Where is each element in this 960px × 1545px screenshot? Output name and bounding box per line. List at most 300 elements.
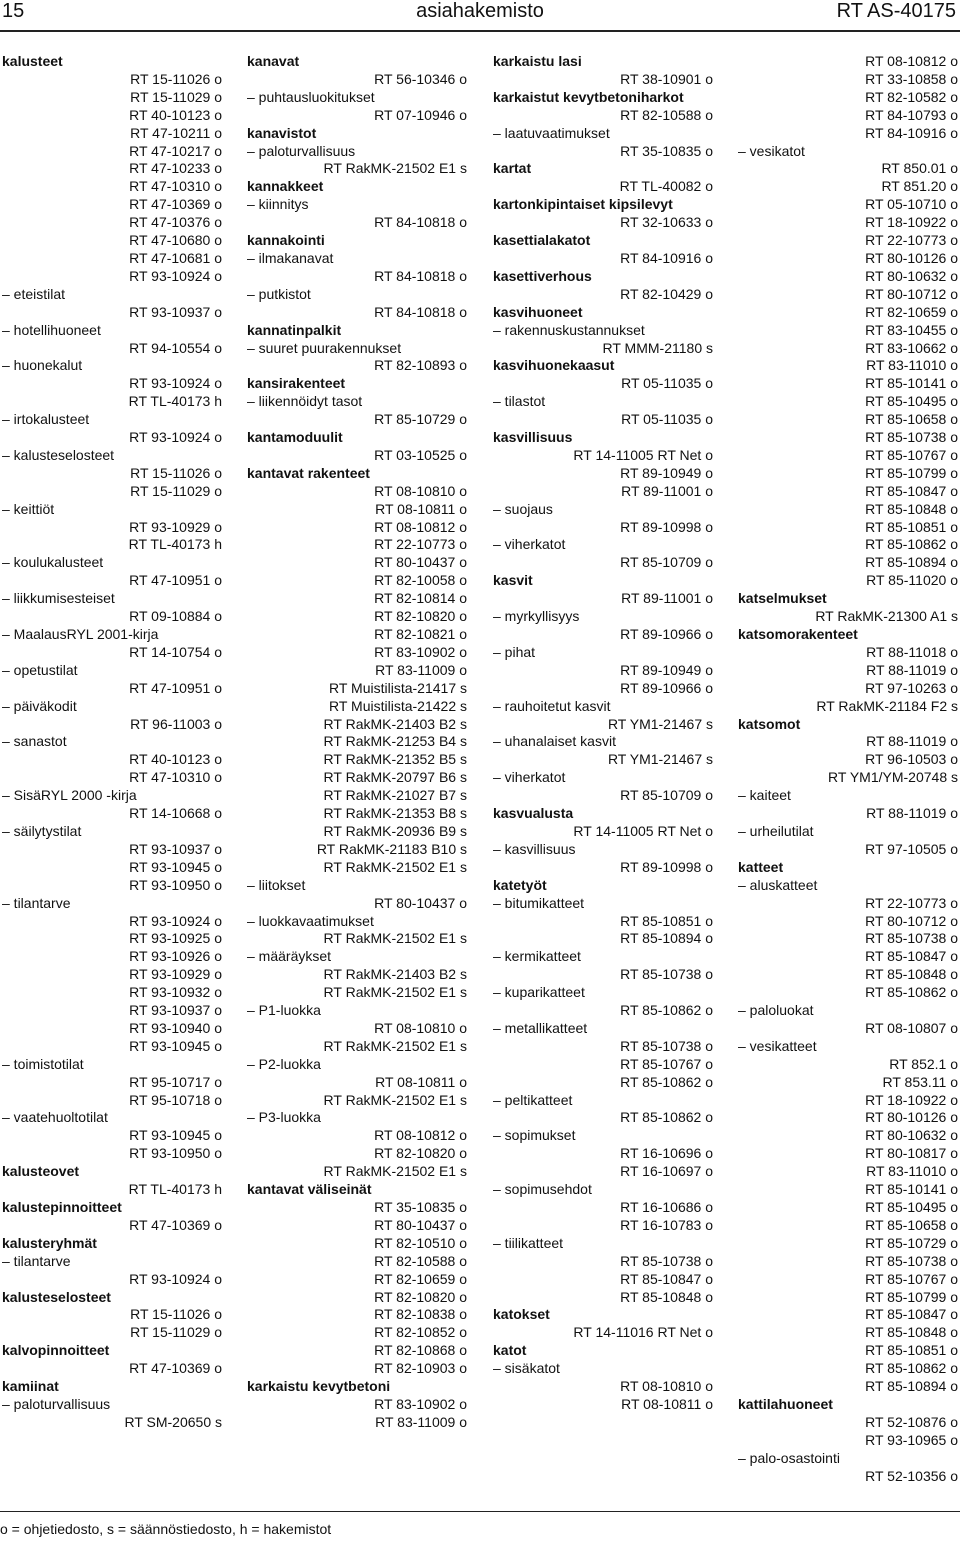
index-reference: RT 08-10810 o (374, 1019, 467, 1036)
index-reference: RT 22-10773 o (865, 232, 958, 249)
index-reference: RT RakMK-21502 E1 s (323, 1091, 467, 1108)
index-reference: RT 15-11026 o (130, 464, 222, 481)
index-reference: RT 93-10924 o (129, 429, 222, 446)
index-heading: kattilahuoneet (738, 1395, 833, 1412)
index-subentry: – luokkavaatimukset (247, 912, 374, 929)
index-subentry: – sisäkatot (493, 1360, 560, 1377)
index-reference: RT 82-10814 o (374, 590, 467, 607)
index-reference: RT 93-10924 o (129, 267, 222, 284)
index-reference: RT 95-10718 o (129, 1091, 222, 1108)
index-reference: RT 85-10658 o (865, 411, 958, 428)
index-reference: RT 16-10686 o (620, 1199, 713, 1215)
index-subentry: – tiilikatteet (493, 1234, 564, 1251)
index-reference: RT 88-11019 o (866, 733, 958, 750)
index-reference: RT 83-10455 o (865, 321, 958, 338)
index-reference: RT 85-10141 o (865, 375, 958, 392)
index-subentry: – P1-luokka (247, 1002, 321, 1019)
index-reference: RT 16-10783 o (620, 1216, 713, 1233)
index-reference: RT 14-11005 RT Net o (573, 446, 713, 463)
index-subentry: – paloturvallisuus (2, 1395, 111, 1412)
index-reference: RT 82-10821 o (374, 626, 467, 642)
index-reference: RT 47-10310 o (129, 178, 222, 195)
index-reference: RT RakMK-21403 B2 s (323, 715, 467, 732)
index-reference: RT 85-10767 o (620, 1055, 713, 1072)
index-reference: RT 85-10894 o (865, 1378, 958, 1395)
index-subentry: – peltikatteet (493, 1091, 573, 1108)
index-reference: RT 85-10729 o (865, 1234, 958, 1251)
index-reference: RT 83-10902 o (374, 643, 467, 660)
index-reference: RT 93-10945 o (129, 1037, 222, 1054)
index-reference: RT RakMK-21502 E1 s (323, 160, 467, 177)
index-subentry: – puhtausluokitukset (247, 88, 375, 105)
index-subentry: – kasvillisuus (493, 840, 576, 857)
index-reference: RT RakMK-21300 A1 s (815, 608, 958, 625)
index-reference: RT 93-10925 o (129, 930, 222, 947)
index-reference: RT 88-11019 o (866, 661, 958, 678)
index-reference: RT 14-10754 o (129, 643, 222, 660)
index-reference: RT RakMK-21253 B4 s (323, 733, 467, 750)
index-subentry: – kiinnitys (247, 196, 309, 213)
index-reference: RT 14-11005 RT Net o (573, 822, 713, 839)
index-reference: RT 82-10868 o (374, 1342, 467, 1359)
index-reference: RT RakMK-20936 B9 s (323, 822, 467, 839)
index-heading: kamiinat (2, 1378, 59, 1395)
index-reference: RT 85-10862 o (620, 1002, 713, 1019)
index-reference: RT 85-10847 o (865, 948, 958, 965)
index-reference: RT 93-10937 o (129, 303, 222, 320)
index-reference: RT 47-10211 o (130, 124, 222, 141)
index-reference: RT 85-10709 o (620, 787, 713, 804)
index-subentry: – sopimukset (493, 1127, 576, 1144)
index-heading: kartat (493, 160, 532, 177)
index-subentry: – liikennöidyt tasot (247, 393, 363, 410)
index-reference: RT 80-10712 o (865, 912, 958, 929)
index-subentry: – paloturvallisuus (247, 142, 356, 159)
index-subentry: – huonekalut (2, 357, 83, 374)
index-subentry: – määräykset (247, 948, 332, 965)
index-reference: RT 85-10495 o (865, 1199, 958, 1215)
index-subentry: – kaiteet (738, 787, 791, 804)
index-reference: RT 15-11029 o (130, 88, 222, 105)
index-reference: RT RakMK-21502 E1 s (323, 1163, 467, 1180)
index-subentry: – viherkatot (493, 536, 566, 553)
index-reference: RT 93-10950 o (129, 1145, 222, 1162)
index-reference: RT 33-10858 o (865, 70, 958, 87)
index-reference: RT 82-10659 o (865, 303, 958, 320)
index-reference: RT 85-10848 o (865, 1324, 958, 1341)
index-reference: RT 89-11001 o (621, 590, 713, 607)
index-heading: kalusteovet (2, 1163, 80, 1180)
index-heading: kalusteryhmät (2, 1234, 97, 1251)
index-reference: RT 14-11016 RT Net o (573, 1324, 713, 1341)
index-reference: RT 95-10717 o (129, 1073, 222, 1090)
index-reference: RT 80-10437 o (374, 554, 467, 571)
index-heading: kasvit (493, 572, 533, 589)
index-reference: RT 85-10862 o (620, 1109, 713, 1126)
index-heading: kartonkipintaiset kipsilevyt (493, 196, 673, 213)
index-subentry: – sanastot (2, 733, 67, 750)
index-heading: kannatinpalkit (247, 321, 342, 338)
index-reference: RT 82-10820 o (374, 608, 467, 625)
index-heading: kantavat rakenteet (247, 464, 370, 481)
index-reference: RT 15-11026 o (130, 1306, 222, 1323)
index-reference: RT 85-10894 o (620, 930, 713, 947)
index-reference: RT 89-11001 o (621, 482, 713, 499)
index-subentry: – liitokset (247, 876, 306, 893)
index-reference: RT SM-20650 s (124, 1413, 222, 1430)
index-reference: RT 47-10376 o (129, 214, 222, 231)
index-subentry: – hotellihuoneet (2, 321, 101, 338)
index-reference: RT 09-10884 o (129, 608, 222, 625)
index-subentry: – suuret puurakennukset (247, 339, 402, 356)
index-heading: kannakkeet (247, 178, 324, 195)
index-reference: RT 15-11029 o (130, 1324, 222, 1341)
index-subentry: – tilantarve (2, 894, 71, 911)
index-reference: RT 05-11035 o (621, 375, 713, 392)
index-reference: RT 85-10848 o (620, 1288, 713, 1305)
page-range: RT AS-40175 (836, 0, 956, 22)
index-reference: RT 84-10793 o (865, 106, 958, 123)
index-reference: RT 85-10729 o (374, 411, 467, 428)
index-reference: RT 82-10058 o (374, 572, 467, 589)
index-reference: RT 22-10773 o (865, 894, 958, 911)
index-reference: RT 83-11010 o (866, 357, 958, 374)
index-reference: RT TL-40173 h (128, 393, 222, 410)
index-reference: RT 82-10820 o (374, 1145, 467, 1162)
index-reference: RT 82-10588 o (374, 1252, 467, 1269)
index-reference: RT 84-10818 o (374, 267, 467, 284)
index-reference: RT 35-10835 o (374, 1199, 467, 1215)
index-reference: RT 85-10862 o (865, 1360, 958, 1377)
index-reference: RT 84-10818 o (374, 303, 467, 320)
index-reference: RT 93-10929 o (129, 518, 222, 535)
index-subentry: – viherkatot (493, 769, 566, 786)
page-title: asiahakemisto (416, 0, 544, 22)
index-reference: RT Muistilista-21417 s (329, 679, 467, 696)
index-reference: RT 93-10940 o (129, 1019, 222, 1036)
index-reference: RT 84-10916 o (865, 124, 958, 141)
index-reference: RT RakMK-21502 E1 s (323, 1037, 467, 1054)
index-reference: RT 83-11009 o (375, 661, 467, 678)
index-reference: RT 97-10263 o (865, 679, 958, 696)
index-reference: RT 56-10346 o (374, 70, 467, 87)
index-reference: RT RakMK-21502 E1 s (323, 930, 467, 947)
index-reference: RT 82-10820 o (374, 1288, 467, 1305)
index-heading: katsomot (738, 715, 801, 732)
index-reference: RT 38-10901 o (620, 70, 713, 87)
index-reference: RT 84-10818 o (374, 214, 467, 231)
index-heading: kansirakenteet (247, 375, 346, 392)
index-reference: RT 80-10126 o (865, 249, 958, 266)
index-subentry: – vesikatot (738, 142, 805, 159)
index-reference: RT 93-10924 o (129, 912, 222, 929)
index-subentry: – kermikatteet (493, 948, 581, 965)
index-reference: RT 08-10812 o (865, 53, 958, 69)
index-reference: RT YM1-21467 s (607, 751, 713, 768)
index-reference: RT 89-10949 o (620, 464, 713, 481)
index-column-2 (247, 53, 467, 1432)
index-reference: RT 82-10852 o (374, 1324, 467, 1341)
index-subentry: – rakennuskustannukset (493, 321, 645, 338)
index-reference: RT 08-10810 o (620, 1378, 713, 1395)
index-subentry: – opetustilat (2, 661, 78, 678)
index-reference: RT Muistilista-21422 s (329, 697, 467, 714)
index-reference: RT 85-10738 o (620, 1037, 713, 1054)
index-reference: RT RakMK-21027 B7 s (323, 787, 467, 804)
index-heading: kalustepinnoitteet (2, 1199, 122, 1215)
index-reference: RT YM1-21467 s (607, 715, 713, 732)
index-reference: RT 47-10369 o (129, 1360, 222, 1377)
index-reference: RT 52-10876 o (865, 1413, 958, 1430)
index-subentry: – uhanalaiset kasvit (493, 733, 616, 750)
index-heading: kasvillisuus (493, 429, 573, 446)
index-reference: RT TL-40173 h (128, 536, 222, 553)
index-reference: RT 83-10662 o (865, 339, 958, 356)
index-reference: RT 80-10437 o (374, 894, 467, 911)
index-reference: RT 85-11020 o (866, 572, 958, 589)
index-reference: RT RakMK-21353 B8 s (323, 805, 467, 822)
index-heading: karkaistu kevytbetoni (247, 1378, 391, 1395)
index-reference: RT MMM-21180 s (602, 339, 713, 356)
index-reference: RT 82-10838 o (374, 1306, 467, 1323)
index-reference: RT 08-10811 o (375, 500, 467, 517)
index-reference: RT 84-10916 o (620, 249, 713, 266)
index-subentry: – liikkumisesteiset (2, 590, 115, 607)
index-reference: RT RakMK-21352 B5 s (323, 751, 467, 768)
index-reference: RT YM1/YM-20748 s (828, 769, 958, 786)
index-reference: RT 89-10966 o (620, 679, 713, 696)
index-reference: RT 94-10554 o (129, 339, 222, 356)
index-subentry: – rauhoitetut kasvit (493, 697, 611, 714)
index-reference: RT 83-11010 o (866, 1163, 958, 1180)
index-reference: RT 08-10812 o (374, 1127, 467, 1144)
index-reference: RT 96-10503 o (865, 751, 958, 768)
index-reference: RT 89-10998 o (620, 858, 713, 875)
index-reference: RT 89-10998 o (620, 518, 713, 535)
index-reference: RT 82-10659 o (374, 1270, 467, 1287)
index-reference: RT 35-10835 o (620, 142, 713, 159)
index-reference: RT 93-10924 o (129, 1270, 222, 1287)
index-reference: RT 47-10951 o (129, 679, 222, 696)
index-reference: RT 80-10632 o (865, 267, 958, 284)
index-reference: RT 47-10951 o (129, 572, 222, 589)
index-subentry: – P3-luokka (247, 1109, 321, 1126)
index-subentry: – kalusteselosteet (2, 446, 115, 463)
index-reference: RT 82-10429 o (620, 285, 713, 302)
index-reference: RT 47-10369 o (129, 1216, 222, 1233)
index-reference: RT 08-10812 o (374, 518, 467, 535)
index-reference: RT 852.1 o (889, 1055, 958, 1072)
index-reference: RT 85-10767 o (865, 1270, 958, 1287)
index-reference: RT RakMK-21502 E1 s (323, 984, 467, 1001)
index-reference: RT 85-10894 o (865, 554, 958, 571)
index-reference: RT 47-10680 o (129, 232, 222, 249)
index-reference: RT 80-10437 o (374, 1216, 467, 1233)
index-reference: RT 16-10696 o (620, 1145, 713, 1162)
index-heading: katsomorakenteet (738, 626, 858, 642)
index-reference: RT 18-10922 o (865, 214, 958, 231)
index-heading: katselmukset (738, 590, 827, 607)
index-heading: kalusteet (2, 53, 63, 69)
index-subentry: – tilantarve (2, 1252, 71, 1269)
index-reference: RT 97-10505 o (865, 840, 958, 857)
index-reference: RT 08-10810 o (374, 482, 467, 499)
index-reference: RT 85-10738 o (865, 930, 958, 947)
index-reference: RT 93-10929 o (129, 966, 222, 983)
index-reference: RT 85-10799 o (865, 464, 958, 481)
index-reference: RT 80-10126 o (865, 1109, 958, 1126)
index-heading: kannakointi (247, 232, 325, 249)
index-subentry: – myrkyllisyys (493, 608, 580, 625)
index-subentry: – keittiöt (2, 500, 55, 517)
index-column-3 (493, 53, 713, 1414)
index-reference: RT 85-10848 o (865, 500, 958, 517)
index-heading: kantavat väliseinät (247, 1181, 372, 1198)
index-reference: RT 85-10738 o (620, 966, 713, 983)
index-reference: RT 15-11026 o (130, 70, 222, 87)
index-reference: RT RakMK-21403 B2 s (323, 966, 467, 983)
index-reference: RT 85-10709 o (620, 554, 713, 571)
index-reference: RT 08-10811 o (621, 1395, 713, 1412)
index-heading: kasettiverhous (493, 267, 592, 284)
index-reference: RT 85-10862 o (620, 1073, 713, 1090)
index-heading: kasvihuonekaasut (493, 357, 615, 374)
index-reference: RT 85-10848 o (865, 966, 958, 983)
index-reference: RT 93-10950 o (129, 876, 222, 893)
index-reference: RT 89-10949 o (620, 661, 713, 678)
index-subentry: – vesikatteet (738, 1037, 817, 1054)
index-reference: RT 85-10851 o (620, 912, 713, 929)
index-reference: RT 85-10851 o (865, 518, 958, 535)
index-reference: RT 850.01 o (881, 160, 958, 177)
index-reference: RT RakMK-21184 F2 s (816, 697, 958, 714)
index-reference: RT 89-10966 o (620, 626, 713, 642)
index-reference: RT 80-10632 o (865, 1127, 958, 1144)
index-reference: RT 22-10773 o (374, 536, 467, 553)
index-reference: RT 85-10847 o (620, 1270, 713, 1287)
index-reference: RT 47-10217 o (129, 142, 222, 159)
index-reference: RT 93-10937 o (129, 840, 222, 857)
index-reference: RT 93-10965 o (865, 1431, 958, 1448)
index-reference: RT 14-10668 o (129, 805, 222, 822)
index-reference: RT 93-10924 o (129, 375, 222, 392)
index-heading: katetyöt (493, 876, 547, 893)
index-subentry: – päiväkodit (2, 697, 77, 714)
index-heading: kalusteselosteet (2, 1288, 111, 1305)
footer-rule (0, 1511, 960, 1512)
index-heading: katokset (493, 1306, 550, 1323)
index-reference: RT 80-10817 o (865, 1145, 958, 1162)
index-subentry: – bitumikatteet (493, 894, 585, 911)
index-reference: RT 18-10922 o (865, 1091, 958, 1108)
index-heading: karkaistut kevytbetoniharkot (493, 88, 684, 105)
index-heading: kantamoduulit (247, 429, 343, 446)
index-reference: RT 88-11018 o (866, 643, 958, 660)
index-reference: RT 93-10937 o (129, 1002, 222, 1019)
index-subentry: – toimistotilat (2, 1055, 84, 1072)
index-reference: RT 80-10712 o (865, 285, 958, 302)
index-reference: RT 40-10123 o (129, 106, 222, 123)
index-reference: RT RakMK-20797 B6 s (323, 769, 467, 786)
index-column-1 (2, 53, 222, 1432)
index-heading: kalvopinnoitteet (2, 1342, 110, 1359)
index-subentry: – metallikatteet (493, 1019, 588, 1036)
index-reference: RT 85-10767 o (865, 446, 958, 463)
index-reference: RT 07-10946 o (374, 106, 467, 123)
index-reference: RT 93-10945 o (129, 858, 222, 875)
index-reference: RT 93-10926 o (129, 948, 222, 965)
index-reference: RT 82-10893 o (374, 357, 467, 374)
index-heading: kasvualusta (493, 805, 574, 822)
index-reference: RT 83-10902 o (374, 1395, 467, 1412)
index-reference: RT 32-10633 o (620, 214, 713, 231)
index-subentry: – putkistot (247, 285, 311, 302)
index-reference: RT 853.11 o (882, 1073, 958, 1090)
index-reference: RT 851.20 o (881, 178, 958, 195)
index-reference: RT 16-10697 o (620, 1163, 713, 1180)
index-reference: RT 85-10658 o (865, 1216, 958, 1233)
index-subentry: – P2-luokka (247, 1055, 321, 1072)
index-reference: RT 85-10847 o (865, 482, 958, 499)
index-heading: kasettialakatot (493, 232, 591, 249)
page-number: 15 (2, 0, 25, 22)
index-heading: kanavistot (247, 124, 317, 141)
index-reference: RT 88-11019 o (866, 805, 958, 822)
index-reference: RT 82-10588 o (620, 106, 713, 123)
index-reference: RT 82-10903 o (374, 1360, 467, 1377)
index-heading: kasvihuoneet (493, 303, 583, 320)
index-reference: RT 03-10525 o (374, 446, 467, 463)
index-subentry: – ilmakanavat (247, 249, 334, 266)
index-subentry: – vaatehuoltotilat (2, 1109, 108, 1126)
index-reference: RT 47-10233 o (129, 160, 222, 177)
index-reference: RT 85-10738 o (620, 1252, 713, 1269)
index-reference: RT 85-10738 o (865, 1252, 958, 1269)
index-reference: RT 96-11003 o (130, 715, 222, 732)
index-reference: RT 82-10582 o (865, 88, 958, 105)
index-heading: karkaistu lasi (493, 53, 582, 69)
index-reference: RT 05-10710 o (865, 196, 958, 213)
index-reference: RT TL-40082 o (619, 178, 713, 195)
index-heading: kanavat (247, 53, 300, 69)
index-reference: RT 83-11009 o (375, 1413, 467, 1430)
index-subentry: – säilytystilat (2, 822, 82, 839)
index-reference: RT 85-10862 o (865, 984, 958, 1001)
index-reference: RT 93-10932 o (129, 984, 222, 1001)
index-subentry: – palo-osastointi (738, 1449, 840, 1466)
index-reference: RT 47-10369 o (129, 196, 222, 213)
index-subentry: – SisäRYL 2000 -kirja (2, 787, 137, 804)
index-reference: RT 93-10945 o (129, 1127, 222, 1144)
index-reference: RT 08-10811 o (375, 1073, 467, 1090)
index-reference: RT 85-10495 o (865, 393, 958, 410)
index-reference: RT 85-10862 o (865, 536, 958, 553)
index-reference: RT 85-10851 o (865, 1342, 958, 1359)
index-heading: katot (493, 1342, 527, 1359)
index-reference: RT 40-10123 o (129, 751, 222, 768)
index-reference: RT TL-40173 h (128, 1181, 222, 1198)
index-subentry: – pihat (493, 643, 536, 660)
index-reference: RT 85-10738 o (865, 429, 958, 446)
index-reference: RT 08-10807 o (865, 1019, 958, 1036)
index-subentry: – kuparikatteet (493, 984, 585, 1001)
index-reference: RT 52-10356 o (865, 1467, 958, 1484)
index-subentry: – aluskatteet (738, 876, 818, 893)
index-reference: RT RakMK-21183 B10 s (316, 840, 467, 857)
index-subentry: – suojaus (493, 500, 553, 517)
index-subentry: – tilastot (493, 393, 546, 410)
index-subentry: – urheilutilat (738, 822, 814, 839)
